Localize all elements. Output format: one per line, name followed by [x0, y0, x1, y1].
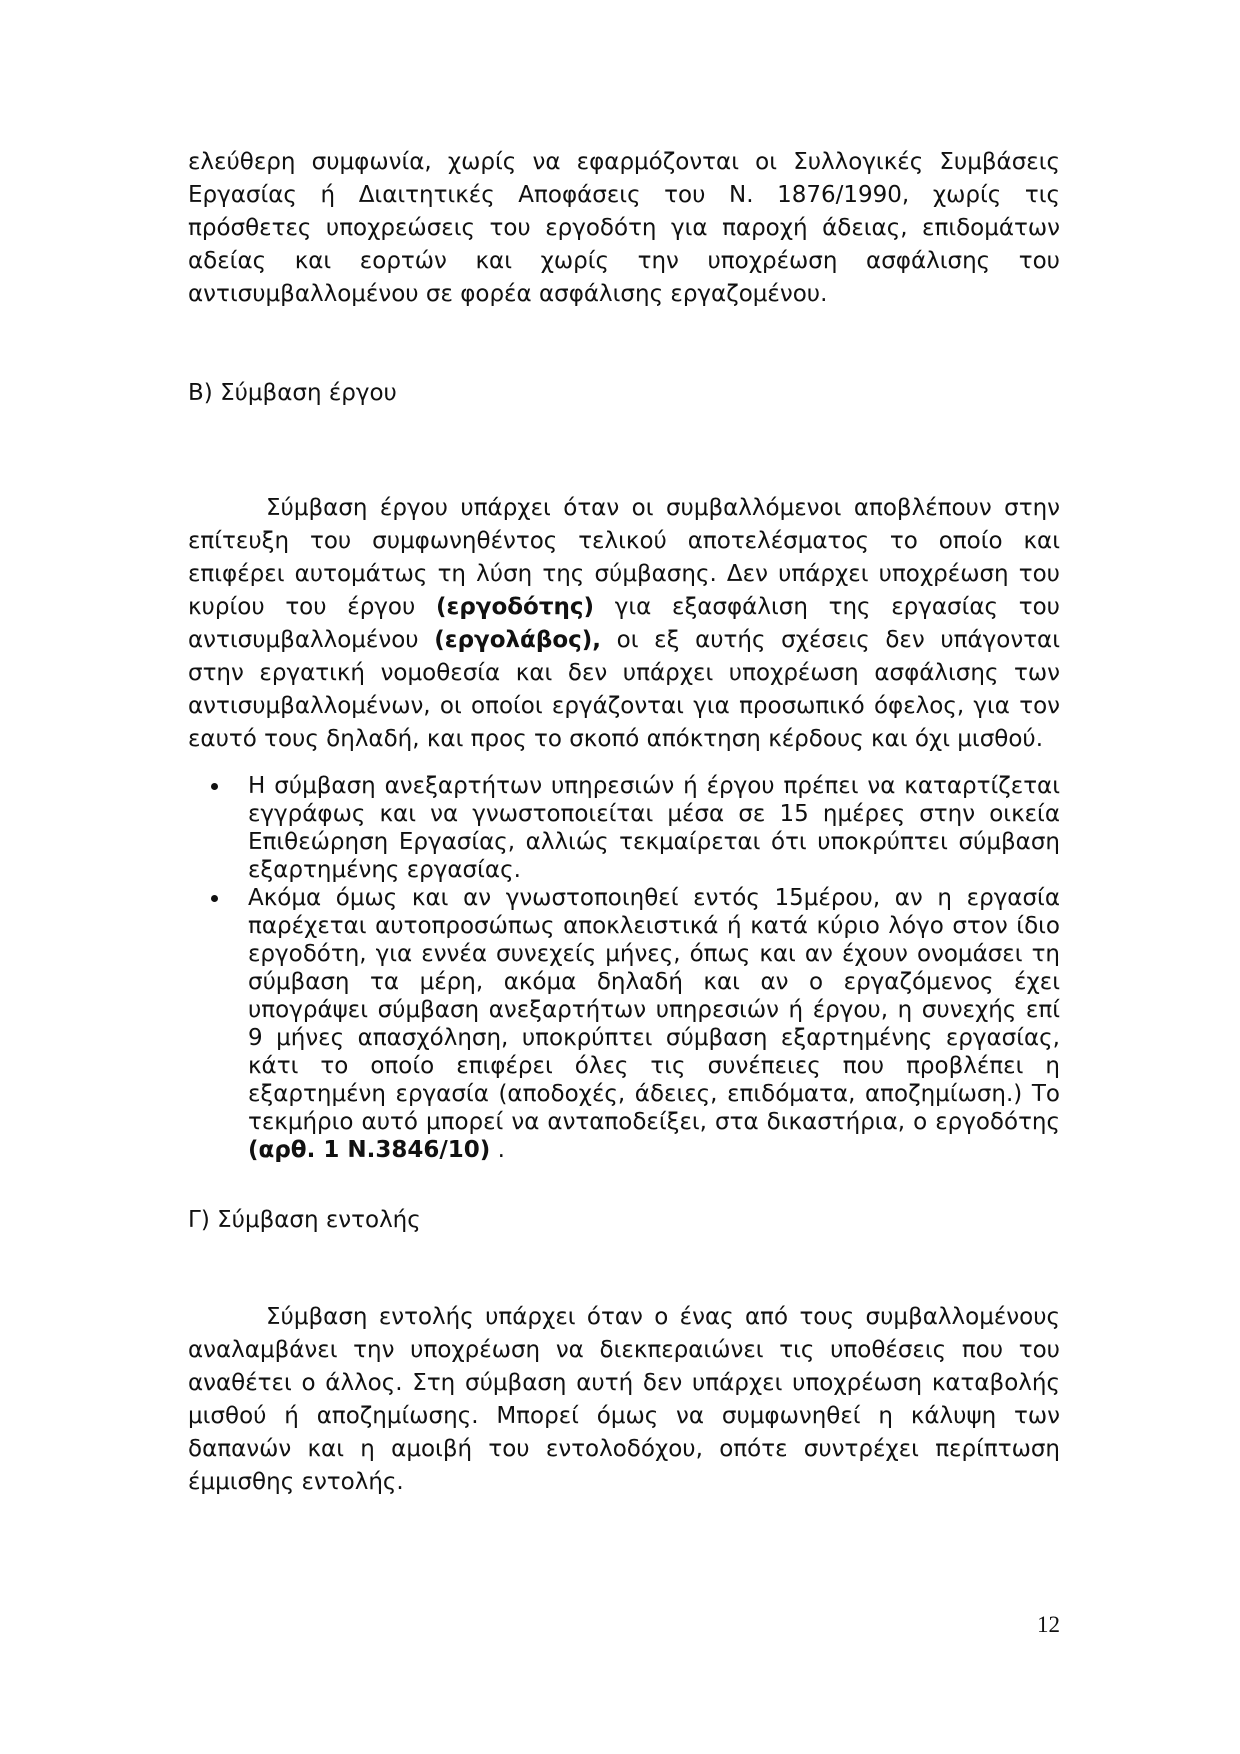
section-c-heading: Γ) Σύμβαση εντολής: [188, 1207, 421, 1233]
bullet-item-2: [188, 884, 1060, 1164]
bullet-icon: [211, 783, 218, 790]
section-b-text-3: οι εξ αυτής σχέσεις δεν υπάγονται στην εργατική νομοθεσία και δεν υπάρχει υποχρέωση ασφάλισης των αντισυμβαλλομένων, οι οποίοι εργάζονται για προσωπικό όφελος, για τον εαυτό τους δηλαδή, και προς το σκοπό απόκτηση κέρδους και όχι μισθού.: [188, 627, 1060, 752]
section-b-bold-employer: (εργοδότης): [436, 594, 595, 620]
section-b-paragraph: [188, 492, 1060, 756]
section-b-bullet-list: [188, 772, 1060, 1164]
bullet-2-text: Ακόμα όμως και αν γνωστοποιηθεί εντός 15μέρου, αν η εργασία παρέχεται αυτοπροσώπως αποκλειστικά ή κατά κύριο λόγο στον ίδιο εργοδότη, για εννέα συνεχείς μήνες, όπως και αν έχουν ονομάσει τη σύμβαση τα μέρη, ακόμα δηλαδή και αν ο εργαζόμενος έχει υπογράψει σύμβαση ανεξαρτήτων υπηρεσιών ή έργου, η συνεχής επί 9 μήνες απασχόληση, υποκρύπτει σύμβαση εξαρτημένης εργασίας, κάτι το οποίο επιφέρει όλες τις συνέπειες που προβλέπει η εξαρτημένη εργασία (αποδοχές, άδειες, επιδόματα, αποζημίωση.) Το τεκμήριο αυτό μπορεί να ανταποδείξει, στα δικαστήρια, ο εργοδότης: [248, 885, 1060, 1135]
section-b-heading: Β) Σύμβαση έργου: [188, 380, 397, 406]
bullet-icon: [211, 895, 218, 902]
bullet-2-end: .: [490, 1137, 505, 1163]
section-c-paragraph: Σύμβαση εντολής υπάρχει όταν ο ένας από τους συμβαλλομένους αναλαμβάνει την υποχρέωση να διεκπεραιώνει τις υποθέσεις που του αναθέτει ο άλλος. Στη σύμβαση αυτή δεν υπάρχει υποχρέωση καταβολής μισθού ή αποζημίωσης. Μπορεί όμως να συμφωνηθεί η κάλυψη των δαπανών και η αμοιβή του εντολοδόχου, οπότε συντρέχει περίπτωση έμμισθης εντολής.: [188, 1304, 1060, 1495]
document-page: [188, 146, 1060, 1499]
bullet-2-law-reference: (αρθ. 1 Ν.3846/10): [248, 1137, 491, 1163]
intro-paragraph: ελεύθερη συμφωνία, χωρίς να εφαρμόζονται οι Συλλογικές Συμβάσεις Εργασίας ή Διαιτητικές Αποφάσεις του Ν. 1876/1990, χωρίς τις πρόσθετες υποχρεώσεις του εργοδότη για παροχή άδειας, επιδομάτων αδείας και εορτών και χωρίς την υποχρέωση ασφάλισης του αντισυμβαλλομένου σε φορέα ασφάλισης εργαζομένου.: [188, 149, 1060, 307]
bullet-1-text: Η σύμβαση ανεξαρτήτων υπηρεσιών ή έργου πρέπει να καταρτίζεται εγγράφως και να γνωστοποιείται μέσα σε 15 ημέρες στην οικεία Επιθεώρηση Εργασίας, αλλιώς τεκμαίρεται ότι υποκρύπτει σύμβαση εξαρτημένης εργασίας.: [248, 773, 1060, 883]
page-number: 12: [1037, 1612, 1060, 1637]
section-b-text-2: για εξασφάλιση της εργασίας του αντισυμβαλλομένου: [188, 594, 1060, 653]
section-b-bold-contractor: (εργολάβος),: [434, 627, 601, 653]
section-b-text-1: Σύμβαση έργου υπάρχει όταν οι συμβαλλόμενοι αποβλέπουν στην επίτευξη του συμφωνηθέντος τελικού αποτελέσματος το οποίο και επιφέρει αυτομάτως τη λύση της σύμβασης. Δεν υπάρχει υποχρέωση του κυρίου του έργου: [188, 495, 1060, 620]
bullet-item-1: [188, 772, 1060, 884]
